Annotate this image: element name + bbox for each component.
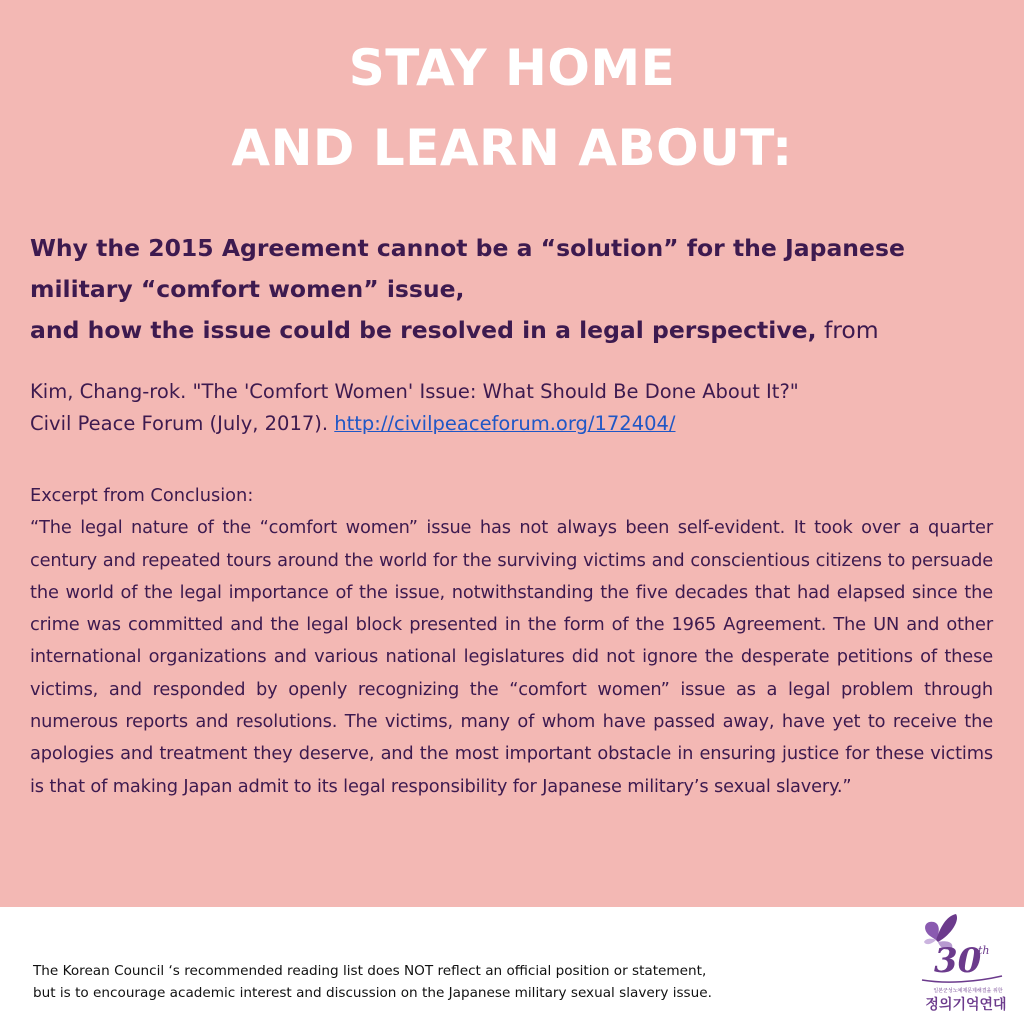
logo-name: 정의기억연대 xyxy=(925,997,1007,1013)
topic-line-3-bold: and how the issue could be resolved in a legal perspective, xyxy=(30,316,817,344)
citation-line-2 xyxy=(30,408,1000,440)
topic-line-1: Why the 2015 Agreement cannot be a “solution” for the Japanese xyxy=(30,234,905,262)
citation xyxy=(30,376,1000,440)
logo-tagline: 일본군성노예제문제해결을 위한 xyxy=(933,988,1003,994)
topic-line-3 xyxy=(30,310,1000,351)
topic-line-2: military “comfort women” issue, xyxy=(30,275,465,303)
citation-source: Civil Peace Forum (July, 2017). xyxy=(30,412,335,435)
logo-number: 30 xyxy=(934,941,982,981)
excerpt-label: Excerpt from Conclusion: xyxy=(30,485,254,506)
citation-line-1: Kim, Chang-rok. "The 'Comfort Women' Issue: What Should Be Done About It?" xyxy=(30,380,799,403)
logo-suffix: th xyxy=(978,944,990,957)
disclaimer xyxy=(33,960,833,1004)
logo-graphic xyxy=(916,910,1016,1018)
headline-line-2: AND LEARN ABOUT: xyxy=(231,119,793,177)
topic-line-3-rest: from xyxy=(816,316,879,344)
disclaimer-line-2: but is to encourage academic interest and discussion on the Japanese military sexual slavery issue. xyxy=(33,985,712,1001)
disclaimer-line-1: The Korean Council ‘s recommended reading list does NOT reflect an official position or statement, xyxy=(33,963,707,979)
korean-council-30th-logo xyxy=(916,910,1016,1018)
headline-line-1: STAY HOME xyxy=(348,39,676,97)
headline xyxy=(0,28,1024,188)
excerpt xyxy=(30,480,993,803)
excerpt-body: “The legal nature of the “comfort women” issue has not always been self-evident. It took over a quarter century and repeated tours around the world for the surviving victims and conscientious citizens to persuade the world of the legal importance of the issue, notwithstanding the five decades that had elapsed since the crime was committed and the legal block presented in the form of the 1965 Agreement. The UN and other international organizations and various national legislatures did not ignore the desperate petitions of these victims, and responded by openly recognizing the “comfort women” issue as a legal problem through numerous reports and resolutions. The victims, many of whom have passed away, have yet to receive the apologies and treatment they deserve, and the most important obstacle in ensuring justice for these victims is that of making Japan admit to its legal responsibility for Japanese military’s sexual slavery.” xyxy=(30,517,993,797)
topic-title xyxy=(30,228,1000,351)
citation-link[interactable]: http://civilpeaceforum.org/172404/ xyxy=(334,412,676,435)
